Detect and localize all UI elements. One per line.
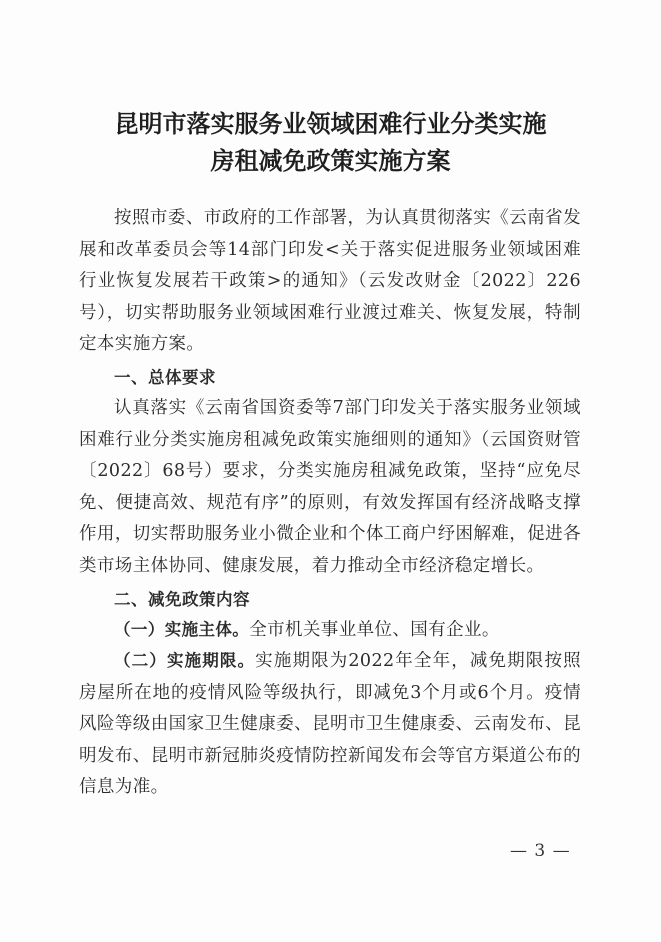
page-number: — 3 — (510, 841, 571, 861)
document-title-line-2: 房租减免政策实施方案 (210, 147, 451, 175)
policy-item-period-text: 实施期限为2022年全年，减免期限按照房屋所在地的疫情风险等级执行，即减免3个月或6个月。疫情风险等级由国家卫生健康委、昆明市卫生健康委、云南发布、昆明发布、昆明市新冠肺炎疫情防控新闻发布会等官方渠道公布的信息为准。 (79, 651, 581, 798)
section-heading-policy-content: 二、减免政策内容 (114, 590, 250, 609)
policy-item-period-label: （二）实施期限。 (114, 651, 256, 670)
policy-item-subject-text: 全市机关事业单位、国有企业。 (249, 620, 500, 640)
intro-paragraph: 按照市委、市政府的工作部署，为认真贯彻落实《云南省发展和改革委员会等14部门印发<关于落实促进服务业领域困难行业恢复发展若干政策>的通知》（云发改财金〔2022〕226号），切实帮助服务业领域困难行业渡过难关、恢复发展，特制定本实施方案。 (79, 208, 581, 355)
policy-item-subject (79, 614, 500, 647)
policy-item-period (79, 645, 581, 804)
overall-requirements-paragraph: 认真落实《云南省国资委等7部门印发关于落实服务业领域困难行业分类实施房租减免政策实施细则的通知》（云国资财管〔2022〕68号）要求，分类实施房租减免政策，坚持“应免尽免、便捷高效、规范有序”的原则，有效发挥国有经济战略支撑作用，切实帮助服务业小微企业和个体工商户纾困解难，促进各类市场主体协同、健康发展，着力推动全市经济稳定增长。 (79, 398, 581, 576)
policy-item-subject-label: （一）实施主体。 (114, 620, 250, 639)
section-heading-overall-requirements: 一、总体要求 (114, 368, 216, 387)
document-title-line-1: 昆明市落实服务业领域困难行业分类实施 (114, 110, 547, 138)
